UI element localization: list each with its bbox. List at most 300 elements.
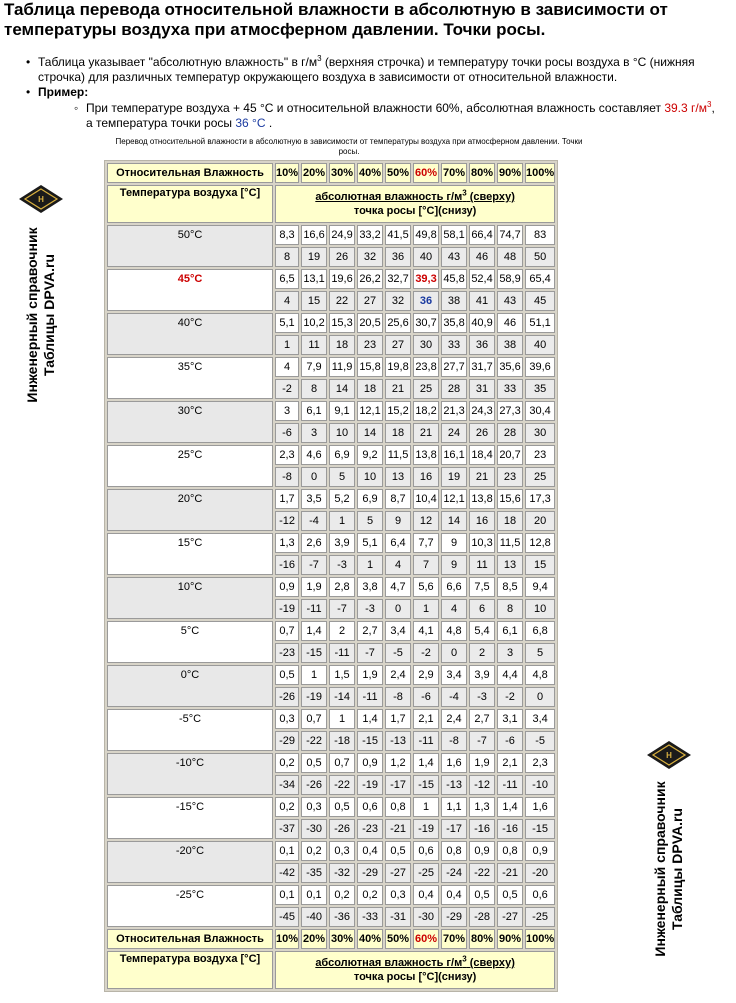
abs-humidity-cell: 8,3	[275, 225, 299, 245]
temperature-cell: 15°C	[107, 533, 273, 575]
abs-humidity-cell: 26,2	[357, 269, 383, 289]
abs-humidity-cell: 2,4	[441, 709, 467, 729]
dew-point-cell: 40	[525, 335, 555, 355]
abs-humidity-cell: 74,7	[497, 225, 523, 245]
dew-point-cell: -27	[385, 863, 411, 883]
table-row	[107, 489, 555, 509]
units-label: абсолютная влажность $г/м^3$ (сверху) точка росы [°С](снизу)	[275, 185, 555, 223]
percent-header: 60%	[413, 929, 439, 949]
abs-humidity-cell: 2,4	[385, 665, 411, 685]
abs-humidity-cell: 2,1	[413, 709, 439, 729]
abs-humidity-cell: 1,4	[357, 709, 383, 729]
dew-point-cell: 2	[469, 643, 495, 663]
abs-humidity-cell: 0,2	[357, 885, 383, 905]
dew-point-cell: 36	[413, 291, 439, 311]
abs-humidity-cell: 0,3	[275, 709, 299, 729]
dew-point-cell: 5	[329, 467, 355, 487]
dew-point-cell: 5	[525, 643, 555, 663]
abs-humidity-cell: 30,7	[413, 313, 439, 333]
abs-humidity-cell: 0,9	[469, 841, 495, 861]
dew-point-cell: -45	[275, 907, 299, 927]
abs-humidity-cell: 0,9	[275, 577, 299, 597]
abs-humidity-cell: 4,1	[413, 621, 439, 641]
percent-header: 80%	[469, 929, 495, 949]
abs-humidity-cell: 3,9	[469, 665, 495, 685]
dew-point-cell: -17	[385, 775, 411, 795]
dew-point-cell: 46	[469, 247, 495, 267]
table-row	[107, 445, 555, 465]
dew-point-cell: -29	[275, 731, 299, 751]
abs-humidity-cell: 18,2	[413, 401, 439, 421]
dew-point-cell: 19	[441, 467, 467, 487]
dew-point-cell: 16	[413, 467, 439, 487]
percent-header: 10%	[275, 163, 299, 183]
dew-point-cell: 16	[469, 511, 495, 531]
abs-humidity-cell: 24,3	[469, 401, 495, 421]
dew-point-cell: -31	[385, 907, 411, 927]
dew-point-cell: -3	[357, 599, 383, 619]
dew-point-cell: -3	[469, 687, 495, 707]
abs-humidity-cell: 0,2	[301, 841, 327, 861]
dew-point-cell: -26	[275, 687, 299, 707]
abs-humidity-cell: 0,5	[275, 665, 299, 685]
dew-point-cell: -11	[497, 775, 523, 795]
dew-point-cell: 13	[385, 467, 411, 487]
abs-humidity-cell: 15,8	[357, 357, 383, 377]
abs-humidity-cell: 1	[413, 797, 439, 817]
abs-humidity-cell: 1	[329, 709, 355, 729]
dew-point-cell: -16	[497, 819, 523, 839]
abs-humidity-cell: 9,4	[525, 577, 555, 597]
abs-humidity-cell: 0,8	[497, 841, 523, 861]
dew-point-cell: 27	[385, 335, 411, 355]
dew-point-cell: 24	[441, 423, 467, 443]
abs-humidity-cell: 0,2	[275, 753, 299, 773]
table-row	[107, 269, 555, 289]
watermark-left	[14, 184, 68, 414]
dew-point-cell: 35	[525, 379, 555, 399]
svg-text:H: H	[38, 195, 44, 204]
dew-point-cell: 27	[357, 291, 383, 311]
abs-humidity-cell: 1,4	[301, 621, 327, 641]
dew-point-cell: 33	[441, 335, 467, 355]
humidity-table	[104, 160, 558, 992]
percent-header: 50%	[385, 929, 411, 949]
abs-humidity-cell: 9,2	[357, 445, 383, 465]
abs-humidity-cell: 6,9	[329, 445, 355, 465]
abs-humidity-cell: 12,8	[525, 533, 555, 553]
dew-point-cell: 43	[441, 247, 467, 267]
dew-point-cell: 8	[497, 599, 523, 619]
dew-point-cell: -26	[301, 775, 327, 795]
dew-point-cell: 4	[275, 291, 299, 311]
temperature-cell: 40°C	[107, 313, 273, 355]
dew-point-cell: 38	[497, 335, 523, 355]
svg-text:H: H	[666, 751, 672, 760]
rh-label: Относительная Влажность	[107, 929, 273, 949]
dew-point-cell: 7	[413, 555, 439, 575]
abs-humidity-cell: 83	[525, 225, 555, 245]
percent-header: 20%	[301, 929, 327, 949]
percent-header: 60%	[413, 163, 439, 183]
watermark-text: Инженерный справочник Таблицы DPVA.ru	[24, 227, 57, 403]
dew-point-cell: -19	[357, 775, 383, 795]
abs-humidity-cell: 0,4	[357, 841, 383, 861]
dew-point-cell: 26	[329, 247, 355, 267]
dew-point-cell: -7	[357, 643, 383, 663]
abs-humidity-cell: 13,8	[469, 489, 495, 509]
temperature-cell: 5°C	[107, 621, 273, 663]
dew-point-cell: 28	[441, 379, 467, 399]
abs-humidity-cell: 0,6	[413, 841, 439, 861]
units-label: абсолютная влажность $г/м^3$ (сверху) точка росы [°С](снизу)	[275, 951, 555, 989]
dew-point-cell: 32	[385, 291, 411, 311]
dew-point-cell: 0	[441, 643, 467, 663]
dew-point-cell: -26	[329, 819, 355, 839]
dew-point-cell: 9	[385, 511, 411, 531]
abs-humidity-cell: 58,9	[497, 269, 523, 289]
abs-humidity-cell: 32,7	[385, 269, 411, 289]
dew-point-cell: -11	[357, 687, 383, 707]
dew-point-cell: 21	[413, 423, 439, 443]
dew-point-cell: 20	[525, 511, 555, 531]
temperature-cell: 0°C	[107, 665, 273, 707]
dew-point-cell: -8	[441, 731, 467, 751]
abs-humidity-cell: 0,2	[329, 885, 355, 905]
dew-point-cell: -40	[301, 907, 327, 927]
abs-humidity-cell: 23	[525, 445, 555, 465]
abs-humidity-cell: 0,7	[275, 621, 299, 641]
dew-point-cell: -16	[275, 555, 299, 575]
abs-humidity-cell: 16,6	[301, 225, 327, 245]
table-row	[107, 621, 555, 641]
abs-humidity-cell: 2,9	[413, 665, 439, 685]
temperature-cell: -10°C	[107, 753, 273, 795]
percent-header: 90%	[497, 929, 523, 949]
percent-header: 90%	[497, 163, 523, 183]
dew-point-cell: 18	[385, 423, 411, 443]
header-row-units	[107, 951, 555, 989]
dew-point-cell: 15	[525, 555, 555, 575]
percent-header: 50%	[385, 163, 411, 183]
abs-humidity-cell: 1,2	[385, 753, 411, 773]
abs-humidity-cell: 1,5	[329, 665, 355, 685]
dew-point-cell: -30	[413, 907, 439, 927]
abs-humidity-cell: 6,9	[357, 489, 383, 509]
abs-humidity-cell: 6,4	[385, 533, 411, 553]
abs-humidity-cell: 3,1	[497, 709, 523, 729]
dew-point-cell: 40	[413, 247, 439, 267]
dew-point-cell: 33	[497, 379, 523, 399]
dew-point-cell: 18	[497, 511, 523, 531]
humidity-table-wrapper	[104, 160, 558, 992]
abs-humidity-cell: 3	[275, 401, 299, 421]
dew-point-cell: -34	[275, 775, 299, 795]
dew-point-cell: -8	[385, 687, 411, 707]
dew-point-cell: 0	[385, 599, 411, 619]
abs-humidity-cell: 0,9	[525, 841, 555, 861]
abs-humidity-cell: 1,7	[385, 709, 411, 729]
abs-humidity-cell: 0,1	[275, 841, 299, 861]
abs-humidity-cell: 39,3	[413, 269, 439, 289]
dew-point-cell: 4	[441, 599, 467, 619]
abs-humidity-cell: 2,7	[357, 621, 383, 641]
dew-point-cell: -42	[275, 863, 299, 883]
dew-point-cell: 18	[357, 379, 383, 399]
abs-humidity-cell: 8,5	[497, 577, 523, 597]
abs-humidity-cell: 0,9	[357, 753, 383, 773]
abs-humidity-cell: 49,8	[413, 225, 439, 245]
page-title: Таблица перевода относительной влажности в абсолютную в зависимости от температуры воздуха при атмосферном давлении. Точки росы.	[4, 0, 668, 39]
abs-humidity-cell: 4,7	[385, 577, 411, 597]
abs-humidity-cell: 0,5	[497, 885, 523, 905]
abs-humidity-cell: 0,4	[413, 885, 439, 905]
abs-humidity-cell: 0,8	[441, 841, 467, 861]
abs-humidity-cell: 1,3	[469, 797, 495, 817]
abs-humidity-cell: 0,6	[357, 797, 383, 817]
dew-point-cell: -28	[469, 907, 495, 927]
abs-humidity-cell: 0,5	[469, 885, 495, 905]
abs-humidity-cell: 19,8	[385, 357, 411, 377]
abs-humidity-cell: 1,4	[413, 753, 439, 773]
dew-point-cell: 5	[357, 511, 383, 531]
abs-humidity-cell: 1,6	[441, 753, 467, 773]
abs-humidity-cell: 27,3	[497, 401, 523, 421]
dew-point-cell: 30	[525, 423, 555, 443]
percent-header: 40%	[357, 929, 383, 949]
table-row	[107, 533, 555, 553]
dew-point-cell: -7	[301, 555, 327, 575]
abs-humidity-cell: 15,2	[385, 401, 411, 421]
dew-point-cell: -13	[441, 775, 467, 795]
table-row	[107, 753, 555, 773]
dew-point-cell: -25	[525, 907, 555, 927]
abs-humidity-cell: 11,5	[497, 533, 523, 553]
dew-point-cell: 0	[301, 467, 327, 487]
dew-point-cell: -37	[275, 819, 299, 839]
temperature-cell: 25°C	[107, 445, 273, 487]
dew-point-cell: -2	[413, 643, 439, 663]
temperature-cell: 50°C	[107, 225, 273, 267]
dew-point-cell: -5	[525, 731, 555, 751]
dew-point-cell: -23	[357, 819, 383, 839]
dew-point-cell: -35	[301, 863, 327, 883]
abs-humidity-cell: 4,8	[441, 621, 467, 641]
abs-humidity-cell: 5,6	[413, 577, 439, 597]
abs-humidity-cell: 2,7	[469, 709, 495, 729]
dew-point-cell: -4	[441, 687, 467, 707]
dew-point-cell: 36	[385, 247, 411, 267]
percent-header: 100%	[525, 929, 555, 949]
dpva-logo-icon	[18, 184, 64, 214]
table-row	[107, 401, 555, 421]
dew-point-cell: -19	[301, 687, 327, 707]
abs-humidity-cell: 2,3	[525, 753, 555, 773]
dew-point-cell: 10	[329, 423, 355, 443]
abs-humidity-cell: 1,7	[275, 489, 299, 509]
temperature-cell: 45°C	[107, 269, 273, 311]
dew-point-cell: 1	[413, 599, 439, 619]
dew-point-cell: -24	[441, 863, 467, 883]
dew-point-cell: -22	[469, 863, 495, 883]
dew-point-cell: -6	[413, 687, 439, 707]
abs-humidity-cell: 10,3	[469, 533, 495, 553]
abs-humidity-cell: 3,4	[525, 709, 555, 729]
dew-point-cell: -23	[275, 643, 299, 663]
dew-point-cell: -12	[275, 511, 299, 531]
abs-humidity-cell: 24,9	[329, 225, 355, 245]
dew-point-cell: -19	[413, 819, 439, 839]
abs-humidity-cell: 11,5	[385, 445, 411, 465]
dew-point-cell: 11	[301, 335, 327, 355]
dew-point-cell: 31	[469, 379, 495, 399]
abs-humidity-cell: 3,5	[301, 489, 327, 509]
dew-point-cell: -3	[329, 555, 355, 575]
abs-humidity-cell: 0,3	[301, 797, 327, 817]
watermark-text: Инженерный справочник Таблицы DPVA.ru	[652, 781, 685, 957]
note-item: • Таблица указывает "абсолютную влажность" в $г/м^3$ (верхняя строчка) и температуру точки росы воздуха в °С (нижняя строчка) для различных температур окружающего воздуха в зависимости от относительной влажности.	[26, 55, 716, 85]
dew-point-cell: -21	[497, 863, 523, 883]
temperature-cell: -15°C	[107, 797, 273, 839]
dew-point-cell: 13	[497, 555, 523, 575]
rh-label: Относительная Влажность	[107, 163, 273, 183]
abs-humidity-cell: 1,9	[357, 665, 383, 685]
abs-humidity-cell: 10,4	[413, 489, 439, 509]
dew-point-cell: 22	[329, 291, 355, 311]
abs-humidity-cell: 1,3	[275, 533, 299, 553]
dew-point-cell: 25	[525, 467, 555, 487]
abs-humidity-cell: 15,6	[497, 489, 523, 509]
dew-point-cell: -17	[441, 819, 467, 839]
dew-point-cell: 18	[329, 335, 355, 355]
abs-humidity-cell: 6,8	[525, 621, 555, 641]
temperature-cell: -20°C	[107, 841, 273, 883]
dew-point-cell: -4	[301, 511, 327, 531]
abs-humidity-cell: 11,9	[329, 357, 355, 377]
abs-humidity-cell: 2,1	[497, 753, 523, 773]
dew-point-cell: 38	[441, 291, 467, 311]
abs-humidity-cell: 1	[301, 665, 327, 685]
abs-humidity-cell: 1,4	[497, 797, 523, 817]
abs-humidity-cell: 35,8	[441, 313, 467, 333]
abs-humidity-cell: 35,6	[497, 357, 523, 377]
dew-point-cell: 43	[497, 291, 523, 311]
dew-point-cell: -12	[469, 775, 495, 795]
dew-point-cell: -19	[275, 599, 299, 619]
dew-point-cell: 3	[497, 643, 523, 663]
abs-humidity-cell: 6,6	[441, 577, 467, 597]
abs-humidity-cell: 21,3	[441, 401, 467, 421]
abs-humidity-cell: 2	[329, 621, 355, 641]
abs-humidity-cell: 0,5	[329, 797, 355, 817]
dew-point-cell: -32	[329, 863, 355, 883]
abs-humidity-cell: 16,1	[441, 445, 467, 465]
abs-humidity-cell: 0,1	[301, 885, 327, 905]
table-row	[107, 665, 555, 685]
abs-humidity-cell: 20,7	[497, 445, 523, 465]
dew-point-cell: -7	[469, 731, 495, 751]
abs-humidity-cell: 3,9	[329, 533, 355, 553]
abs-humidity-cell: 9	[441, 533, 467, 553]
dew-point-cell: 32	[357, 247, 383, 267]
dew-point-cell: 48	[497, 247, 523, 267]
dew-point-cell: -20	[525, 863, 555, 883]
temperature-cell: -5°C	[107, 709, 273, 751]
abs-humidity-cell: 12,1	[357, 401, 383, 421]
percent-header: 10%	[275, 929, 299, 949]
abs-humidity-cell: 6,1	[497, 621, 523, 641]
abs-humidity-cell: 4,8	[525, 665, 555, 685]
abs-humidity-cell: 2,6	[301, 533, 327, 553]
abs-humidity-cell: 41,5	[385, 225, 411, 245]
dpva-logo-icon	[646, 740, 692, 770]
dew-point-cell: 19	[301, 247, 327, 267]
dew-point-cell: 15	[301, 291, 327, 311]
table-row	[107, 225, 555, 245]
percent-header: 80%	[469, 163, 495, 183]
abs-humidity-cell: 23,8	[413, 357, 439, 377]
abs-humidity-cell: 0,3	[385, 885, 411, 905]
dew-point-cell: 8	[301, 379, 327, 399]
abs-humidity-cell: 13,8	[413, 445, 439, 465]
dew-point-cell: -13	[385, 731, 411, 751]
abs-humidity-cell: 58,1	[441, 225, 467, 245]
dew-point-cell: -30	[301, 819, 327, 839]
table-row	[107, 313, 555, 333]
dew-point-cell: -33	[357, 907, 383, 927]
example-label: Пример:	[38, 85, 89, 99]
abs-humidity-cell: 52,4	[469, 269, 495, 289]
abs-humidity-cell: 19,6	[329, 269, 355, 289]
example-item	[26, 85, 716, 131]
dew-point-cell: 4	[385, 555, 411, 575]
dew-point-cell: -2	[497, 687, 523, 707]
percent-header: 40%	[357, 163, 383, 183]
temperature-cell: -25°C	[107, 885, 273, 927]
abs-humidity-cell: 65,4	[525, 269, 555, 289]
abs-humidity-cell: 3,4	[385, 621, 411, 641]
abs-humidity-cell: 13,1	[301, 269, 327, 289]
abs-humidity-cell: 66,4	[469, 225, 495, 245]
temp-label: Температура воздуха [°С]	[107, 951, 273, 989]
dew-point-cell: -6	[275, 423, 299, 443]
dew-point-cell: 1	[329, 511, 355, 531]
dew-point-cell: -22	[329, 775, 355, 795]
example-sublist	[38, 101, 716, 131]
dew-point-cell: -15	[357, 731, 383, 751]
abs-humidity-cell: 15,3	[329, 313, 355, 333]
dew-point-cell: 6	[469, 599, 495, 619]
dew-point-cell: 23	[497, 467, 523, 487]
dew-point-cell: -2	[275, 379, 299, 399]
temperature-cell: 20°C	[107, 489, 273, 531]
abs-humidity-cell: 4,6	[301, 445, 327, 465]
abs-humidity-cell: 7,5	[469, 577, 495, 597]
abs-humidity-cell: 8,7	[385, 489, 411, 509]
dew-point-cell: -15	[525, 819, 555, 839]
abs-humidity-cell: 0,5	[301, 753, 327, 773]
notes-list	[26, 55, 716, 131]
dew-point-cell: 23	[357, 335, 383, 355]
percent-header: 70%	[441, 163, 467, 183]
abs-humidity-cell: 0,7	[301, 709, 327, 729]
dew-point-cell: -21	[385, 819, 411, 839]
abs-humidity-cell: 1,1	[441, 797, 467, 817]
abs-humidity-cell: 7,9	[301, 357, 327, 377]
dew-point-cell: 10	[357, 467, 383, 487]
header-row-percent	[107, 163, 555, 183]
abs-humidity-cell: 0,7	[329, 753, 355, 773]
